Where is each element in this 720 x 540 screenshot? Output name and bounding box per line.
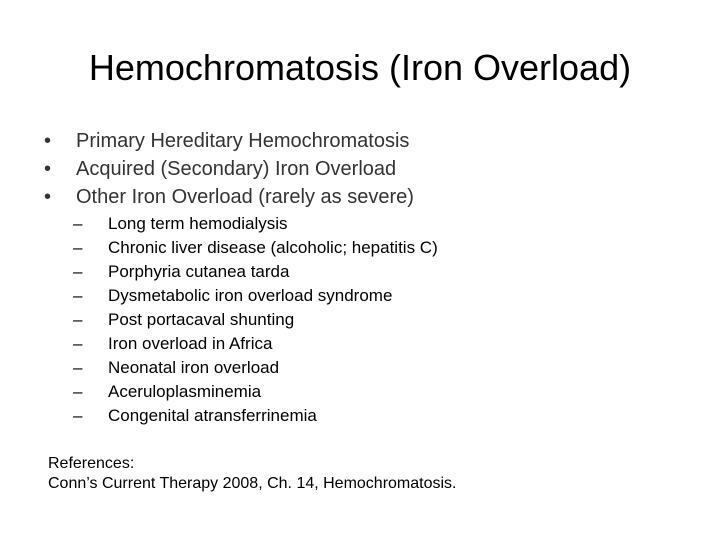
sub-item [73, 380, 438, 404]
references-citation: Conn’s Current Therapy 2008, Ch. 14, Hemochromatosis. [48, 475, 457, 492]
sub-item [73, 404, 438, 428]
slide-title: Hemochromatosis (Iron Overload) [88, 47, 632, 88]
bullet-list [44, 127, 414, 211]
sub-item-text: Porphyria cutanea tarda [108, 262, 290, 281]
references [48, 454, 457, 494]
dash-marker: – [73, 262, 83, 281]
sub-item-text: Post portacaval shunting [108, 310, 295, 329]
sub-item-list [73, 212, 438, 428]
sub-item [73, 260, 438, 284]
bullet-marker: • [44, 130, 52, 152]
bullet-item [44, 127, 414, 155]
bullet-text: Other Iron Overload (rarely as severe) [76, 186, 414, 208]
sub-item [73, 236, 438, 260]
references-heading: References: [48, 455, 135, 472]
dash-marker: – [73, 238, 83, 257]
sub-item [73, 308, 438, 332]
bullet-marker: • [44, 158, 52, 180]
dash-marker: – [73, 334, 83, 353]
dash-marker: – [73, 382, 83, 401]
bullet-text: Primary Hereditary Hemochromatosis [76, 130, 410, 152]
sub-item [73, 212, 438, 236]
dash-marker: – [73, 286, 83, 305]
sub-item-text: Long term hemodialysis [108, 214, 288, 233]
dash-marker: – [73, 214, 83, 233]
dash-marker: – [73, 406, 83, 425]
sub-item-text: Dysmetabolic iron overload syndrome [108, 286, 393, 305]
sub-item-text: Iron overload in Africa [108, 334, 273, 353]
sub-item-text: Congenital atransferrinemia [108, 406, 317, 425]
sub-item-text: Chronic liver disease (alcoholic; hepatitis C) [108, 238, 438, 257]
bullet-marker: • [44, 186, 52, 208]
sub-item [73, 284, 438, 308]
sub-item-text: Aceruloplasminemia [108, 382, 262, 401]
sub-item-text: Neonatal iron overload [108, 358, 280, 377]
bullet-item [44, 155, 414, 183]
dash-marker: – [73, 310, 83, 329]
bullet-text: Acquired (Secondary) Iron Overload [76, 158, 397, 180]
sub-item [73, 332, 438, 356]
bullet-item [44, 183, 414, 211]
dash-marker: – [73, 358, 83, 377]
sub-item [73, 356, 438, 380]
